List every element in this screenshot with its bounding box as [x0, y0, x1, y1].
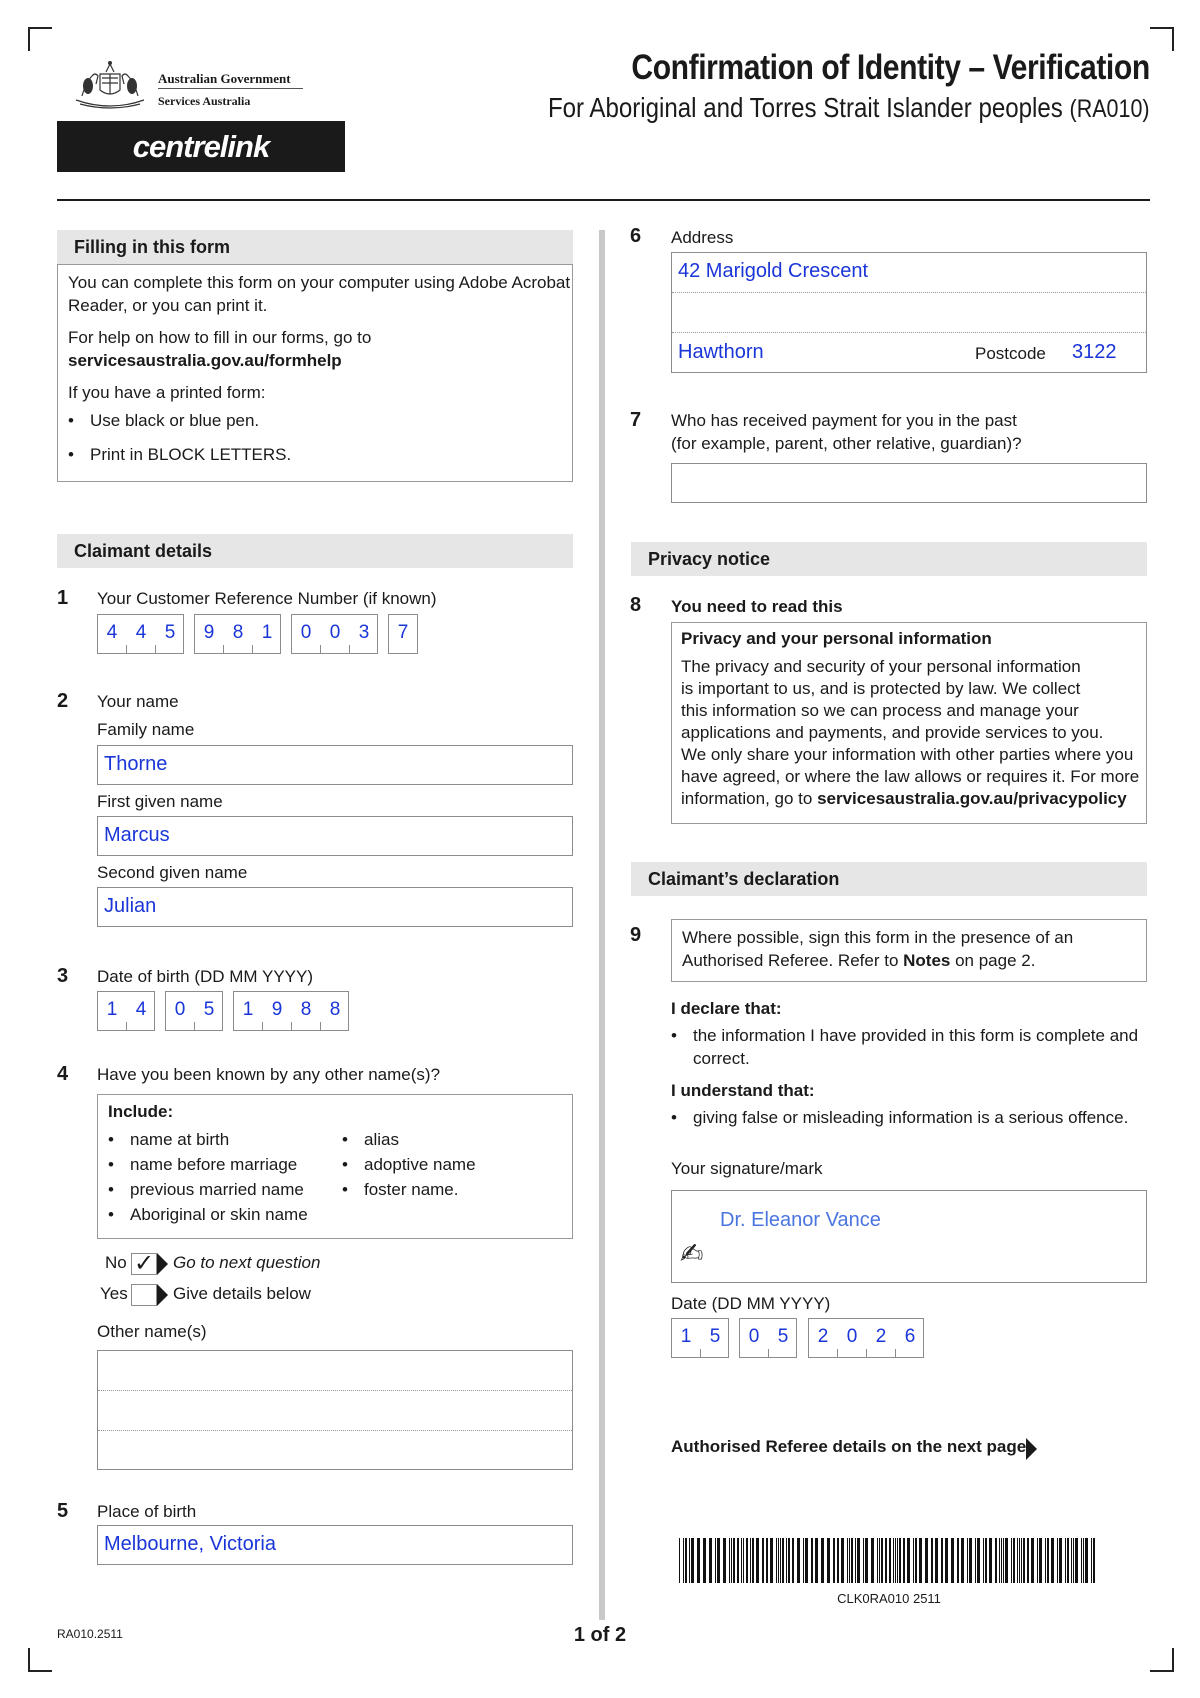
dob-month[interactable] [165, 991, 223, 1031]
barcode-bar [865, 1538, 868, 1583]
declaration-date-label: Date (DD MM YYYY) [671, 1294, 831, 1313]
crn-digit: 8 [232, 622, 244, 643]
form-title: Confirmation of Identity – Verification [631, 48, 1150, 87]
digit-tick [194, 1022, 195, 1030]
privacy-line: We only share your information with other parties where you [681, 745, 1134, 764]
digit-tick [768, 1349, 769, 1357]
privacy-box [671, 622, 1147, 824]
filling-p1b: Reader, or you can print it. [68, 296, 268, 315]
barcode-bar [895, 1538, 896, 1583]
column-divider [599, 230, 605, 1620]
barcode-bar [715, 1538, 716, 1583]
barcode-bar [969, 1538, 972, 1583]
barcode-bar [1027, 1538, 1029, 1583]
barcode-bar [849, 1538, 850, 1583]
privacy-line: have agreed, or where the law allows or requires it. For more [681, 767, 1140, 786]
yes-checkbox[interactable] [131, 1284, 157, 1306]
digit-tick [126, 645, 127, 653]
form-version-code: RA010.2511 [57, 1627, 123, 1641]
privacy-line: The privacy and security of your personal information [681, 657, 1081, 676]
barcode-bar [709, 1538, 712, 1583]
subtitle-text: For Aboriginal and Torres Strait Islander peoples [548, 92, 1064, 123]
barcode-bar [780, 1538, 781, 1583]
barcode-bar [879, 1538, 880, 1583]
crn-group-1[interactable] [97, 614, 184, 654]
barcode-bar [999, 1538, 1000, 1583]
field-divider [672, 292, 1146, 293]
yes-option-label: Yes [100, 1284, 128, 1303]
include-item: • name at birth [108, 1130, 229, 1150]
crn-digit: 4 [106, 622, 118, 643]
privacy-box-heading: Privacy and your personal information [681, 629, 992, 648]
filling-bullet-block: • Print in BLOCK LETTERS. [68, 445, 291, 465]
dob-digit: 8 [300, 999, 312, 1020]
crn-group-2[interactable] [194, 614, 281, 654]
barcode-bar [1059, 1538, 1062, 1583]
crn-group-4[interactable] [388, 614, 418, 654]
crn-digit: 3 [358, 622, 370, 643]
place-of-birth-label: Place of birth [97, 1502, 197, 1521]
barcode-bar [1017, 1538, 1018, 1583]
first-name-field[interactable] [97, 816, 573, 856]
crn-group-3[interactable] [291, 614, 378, 654]
barcode-bar [857, 1538, 860, 1583]
filling-instructions-box [57, 264, 573, 482]
digit-tick [320, 1022, 321, 1030]
suburb-value: Hawthorn [678, 341, 764, 363]
barcode-bar [893, 1538, 894, 1583]
page-number: 1 of 2 [573, 1624, 627, 1646]
barcode-bar [1047, 1538, 1049, 1583]
field-divider [672, 332, 1146, 333]
include-item: • foster name. [342, 1180, 459, 1200]
crn-digit: 0 [329, 622, 341, 643]
barcode-bar [1075, 1538, 1078, 1583]
barcode-bar [770, 1538, 773, 1583]
filling-p2: For help on how to fill in our forms, go to [68, 328, 372, 347]
barcode-bar [951, 1538, 954, 1583]
barcode-bar [1037, 1538, 1038, 1583]
barcode-bar [741, 1538, 742, 1583]
declaration-date-year[interactable] [808, 1318, 924, 1358]
barcode-bar [877, 1538, 878, 1583]
referee-note-line1: Where possible, sign this form in the presence of an [682, 928, 1074, 947]
barcode-bar [731, 1538, 732, 1583]
barcode-bar [889, 1538, 891, 1583]
date-digit: 2 [875, 1326, 887, 1347]
question-number-5: 5 [57, 1500, 69, 1522]
barcode-bar [1005, 1538, 1008, 1583]
barcode-bar [989, 1538, 992, 1583]
barcode-bar [756, 1538, 759, 1583]
barcode-bar [837, 1538, 839, 1583]
privacy-line-last [681, 789, 1127, 809]
second-name-field[interactable] [97, 887, 573, 927]
question-number-3: 3 [57, 965, 69, 987]
understand-heading: I understand that: [671, 1081, 815, 1100]
barcode-bar [746, 1538, 748, 1583]
barcode-bar [1085, 1538, 1088, 1583]
barcode-bar [729, 1538, 730, 1583]
dob-digit: 0 [174, 999, 186, 1020]
digit-tick [700, 1349, 701, 1357]
question-number-2: 2 [57, 690, 69, 712]
notes-ref: Notes [903, 951, 951, 970]
declare-heading: I declare that: [671, 999, 782, 1018]
yes-instruction: Give details below [173, 1284, 311, 1303]
question-number-1: 1 [57, 587, 69, 609]
header-rule [57, 199, 1150, 201]
barcode-bar [762, 1538, 764, 1583]
barcode-bar [723, 1538, 726, 1583]
privacy-line: is important to us, and is protected by law. We collect [681, 679, 1081, 698]
barcode-bar [1019, 1538, 1020, 1583]
barcode-bar [833, 1538, 835, 1583]
barcode [679, 1538, 1099, 1583]
barcode-text: CLK0RA010 2511 [837, 1591, 941, 1606]
barcode-bar [919, 1538, 922, 1583]
payment-question-line2: (for example, parent, other relative, guardian)? [671, 434, 1022, 453]
barcode-bar [957, 1538, 959, 1583]
coat-of-arms-logo [72, 56, 148, 112]
date-digit: 0 [748, 1326, 760, 1347]
dob-digit: 4 [135, 999, 147, 1020]
first-name-value: Marcus [104, 824, 170, 846]
barcode-bar [907, 1538, 910, 1583]
declaration-date-month[interactable] [739, 1318, 797, 1358]
dob-year[interactable] [233, 991, 349, 1031]
barcode-bar [863, 1538, 864, 1583]
government-name: Australian Government [158, 71, 291, 86]
barcode-bar [855, 1538, 856, 1583]
barcode-bar [975, 1538, 976, 1583]
digit-tick [223, 645, 224, 653]
barcode-bar [737, 1538, 739, 1583]
barcode-bar [827, 1538, 830, 1583]
barcode-bar [977, 1538, 980, 1583]
barcode-bar [967, 1538, 968, 1583]
question-number-7: 7 [630, 409, 642, 431]
checkmark-icon: ✓ [134, 1250, 155, 1277]
place-of-birth-field[interactable] [97, 1525, 573, 1565]
barcode-bar [941, 1538, 943, 1583]
filling-heading: Filling in this form [57, 230, 573, 264]
declare-item-continued: correct. [693, 1049, 750, 1068]
barcode-bar [871, 1538, 874, 1583]
barcode-bar [1031, 1538, 1034, 1583]
your-name-label: Your name [97, 692, 179, 711]
crn-digit: 5 [164, 622, 176, 643]
barcode-bar [811, 1538, 813, 1583]
digit-tick [895, 1349, 896, 1357]
barcode-bar [945, 1538, 948, 1583]
include-item: • previous married name [108, 1180, 304, 1200]
declaration-date-day[interactable] [671, 1318, 729, 1358]
address-label: Address [671, 228, 734, 247]
signature-field[interactable] [671, 1190, 1147, 1283]
no-checkbox[interactable] [131, 1250, 157, 1277]
first-name-label: First given name [97, 792, 223, 811]
barcode-bar [821, 1538, 824, 1583]
barcode-bar [885, 1538, 887, 1583]
crop-mark-bottom-left [28, 1648, 52, 1672]
arrow-right-icon [157, 1253, 168, 1275]
barcode-bar [786, 1538, 787, 1583]
second-name-label: Second given name [97, 863, 248, 882]
family-name-label: Family name [97, 720, 195, 739]
address-field[interactable] [671, 252, 1147, 373]
include-item: • adoptive name [342, 1155, 476, 1175]
family-name-field[interactable] [97, 745, 573, 785]
question-number-9: 9 [630, 924, 642, 946]
barcode-bar [961, 1538, 964, 1583]
crn-digit: 7 [397, 622, 409, 643]
crn-digit: 4 [135, 622, 147, 643]
question-number-6: 6 [630, 225, 642, 247]
include-item: • alias [342, 1130, 399, 1150]
barcode-bar [1067, 1538, 1069, 1583]
no-option-label: No [105, 1253, 127, 1272]
barcode-bar [743, 1538, 744, 1583]
barcode-bar [935, 1538, 938, 1583]
barcode-bar [1071, 1538, 1072, 1583]
postcode-label: Postcode [975, 344, 1046, 363]
barcode-bar [1013, 1538, 1015, 1583]
barcode-bar [679, 1538, 680, 1583]
barcode-bar [717, 1538, 720, 1583]
barcode-bar [805, 1538, 808, 1583]
claimant-heading: Claimant details [57, 534, 573, 568]
dob-digit: 5 [203, 999, 215, 1020]
barcode-bar [750, 1538, 751, 1583]
family-name-value: Thorne [104, 753, 168, 775]
barcode-bar [788, 1538, 790, 1583]
barcode-bar [689, 1538, 690, 1583]
barcode-bar [897, 1538, 898, 1583]
form-subtitle [548, 92, 1150, 124]
signature-label: Your signature/mark [671, 1159, 823, 1178]
arrow-right-icon [157, 1284, 168, 1306]
privacy-line: applications and payments, and provide services to you. [681, 723, 1104, 742]
barcode-bar [915, 1538, 917, 1583]
agency-name: Services Australia [158, 94, 251, 108]
place-of-birth-value: Melbourne, Victoria [104, 1533, 276, 1555]
gov-name-underline [158, 88, 303, 89]
signature-value: Dr. Eleanor Vance [720, 1209, 881, 1231]
postcode-value: 3122 [1072, 341, 1117, 363]
filling-bullet-pen: • Use black or blue pen. [68, 411, 259, 431]
crn-digit: 1 [261, 622, 273, 643]
barcode-bar [1091, 1538, 1092, 1583]
barcode-bar [803, 1538, 804, 1583]
barcode-bar [925, 1538, 928, 1583]
barcode-bar [985, 1538, 987, 1583]
barcode-bar [815, 1538, 818, 1583]
field-divider [98, 1390, 572, 1391]
barcode-bar [1023, 1538, 1025, 1583]
digit-tick [291, 1022, 292, 1030]
other-names-label: Other name(s) [97, 1322, 207, 1341]
barcode-bar [685, 1538, 687, 1583]
crn-digit: 0 [300, 622, 312, 643]
barcode-bar [1003, 1538, 1004, 1583]
barcode-bar [697, 1538, 700, 1583]
barcode-bar [782, 1538, 784, 1583]
barcode-bar [841, 1538, 844, 1583]
signature-pen-icon: ✍ [680, 1238, 704, 1269]
barcode-bar [903, 1538, 905, 1583]
address-line1: 42 Marigold Crescent [678, 260, 869, 282]
barcode-bar [683, 1538, 684, 1583]
barcode-bar [851, 1538, 853, 1583]
barcode-bar [847, 1538, 848, 1583]
digit-tick [252, 645, 253, 653]
barcode-bar [1057, 1538, 1058, 1583]
digit-tick [126, 1022, 127, 1030]
barcode-bar [792, 1538, 794, 1583]
filling-p3: If you have a printed form: [68, 383, 266, 402]
barcode-bar [913, 1538, 914, 1583]
form-code: (RA010) [1069, 95, 1150, 123]
barcode-bar [703, 1538, 706, 1583]
privacy-line: this information so we can process and manage your [681, 701, 1079, 720]
barcode-bar [778, 1538, 779, 1583]
date-digit: 0 [846, 1326, 858, 1347]
barcode-bar [797, 1538, 800, 1583]
dob-digit: 9 [271, 999, 283, 1020]
declaration-heading: Claimant’s declaration [631, 862, 1147, 896]
barcode-bar [1051, 1538, 1054, 1583]
barcode-bar [1045, 1538, 1046, 1583]
dob-digit: 1 [242, 999, 254, 1020]
barcode-bar [1065, 1538, 1066, 1583]
barcode-bar [899, 1538, 901, 1583]
barcode-bar [931, 1538, 933, 1583]
formhelp-link[interactable]: servicesaustralia.gov.au/formhelp [68, 351, 342, 370]
crn-digit: 9 [203, 622, 215, 643]
dob-label: Date of birth (DD MM YYYY) [97, 967, 314, 986]
note-suffix: on page 2. [950, 951, 1036, 970]
barcode-bar [776, 1538, 777, 1583]
barcode-bar [983, 1538, 984, 1583]
crn-label: Your Customer Reference Number (if known) [97, 589, 437, 608]
barcode-bar [1011, 1538, 1012, 1583]
no-instruction: Go to next question [173, 1253, 321, 1272]
digit-tick [349, 645, 350, 653]
need-to-read-label: You need to read this [671, 597, 843, 616]
barcode-bar [733, 1538, 735, 1583]
question-number-8: 8 [630, 594, 642, 616]
referee-note-box [671, 919, 1147, 982]
field-divider [98, 1430, 572, 1431]
payment-question-line1: Who has received payment for you in the past [671, 411, 1017, 430]
next-page-note: Authorised Referee details on the next page [671, 1437, 1027, 1456]
dob-digit: 8 [329, 999, 341, 1020]
barcode-bar [1081, 1538, 1082, 1583]
barcode-bar [1093, 1538, 1095, 1583]
privacy-policy-link[interactable]: servicesaustralia.gov.au/privacypolicy [817, 789, 1127, 808]
arrow-right-icon [1026, 1438, 1037, 1460]
barcode-bar [1083, 1538, 1084, 1583]
dob-digit: 1 [106, 999, 118, 1020]
include-heading: Include: [108, 1102, 174, 1121]
barcode-bar [1073, 1538, 1074, 1583]
crop-mark-bottom-right [1150, 1648, 1174, 1672]
barcode-bar [691, 1538, 694, 1583]
barcode-bar [766, 1538, 768, 1583]
date-digit: 5 [709, 1326, 721, 1347]
crop-mark-top-right [1150, 27, 1174, 51]
barcode-bar [1021, 1538, 1022, 1583]
note-prefix: Authorised Referee. Refer to [682, 951, 904, 970]
centrelink-brand: centrelink [57, 121, 345, 172]
other-names-question: Have you been known by any other name(s)? [97, 1065, 441, 1084]
include-item: • name before marriage [108, 1155, 297, 1175]
filling-p1: You can complete this form on your computer using Adobe Acrobat [68, 273, 571, 292]
date-digit: 1 [680, 1326, 692, 1347]
privacy-heading: Privacy notice [631, 542, 1147, 576]
digit-tick [320, 645, 321, 653]
date-digit: 2 [817, 1326, 829, 1347]
payment-recipient-field[interactable] [671, 463, 1147, 503]
barcode-bar [1039, 1538, 1042, 1583]
referee-note-line2 [682, 951, 1035, 971]
digit-tick [155, 645, 156, 653]
digit-tick [837, 1349, 838, 1357]
privacy-link-prefix: information, go to [681, 789, 818, 808]
barcode-bar [995, 1538, 997, 1583]
question-number-4: 4 [57, 1063, 69, 1085]
barcode-bar [752, 1538, 754, 1583]
understand-item: • giving false or misleading information is a serious offence. [671, 1108, 1128, 1128]
date-digit: 6 [904, 1326, 916, 1347]
barcode-bar [881, 1538, 883, 1583]
include-box [97, 1094, 573, 1239]
digit-tick [866, 1349, 867, 1357]
declare-item: • the information I have provided in this form is complete and [671, 1026, 1138, 1046]
include-item: • Aboriginal or skin name [108, 1205, 308, 1225]
other-names-field[interactable] [97, 1350, 573, 1470]
date-digit: 5 [777, 1326, 789, 1347]
barcode-bar [1001, 1538, 1002, 1583]
barcode-graphic [679, 1538, 1099, 1583]
dob-day[interactable] [97, 991, 155, 1031]
second-name-value: Julian [104, 895, 157, 917]
crop-mark-top-left [28, 27, 52, 51]
digit-tick [262, 1022, 263, 1030]
